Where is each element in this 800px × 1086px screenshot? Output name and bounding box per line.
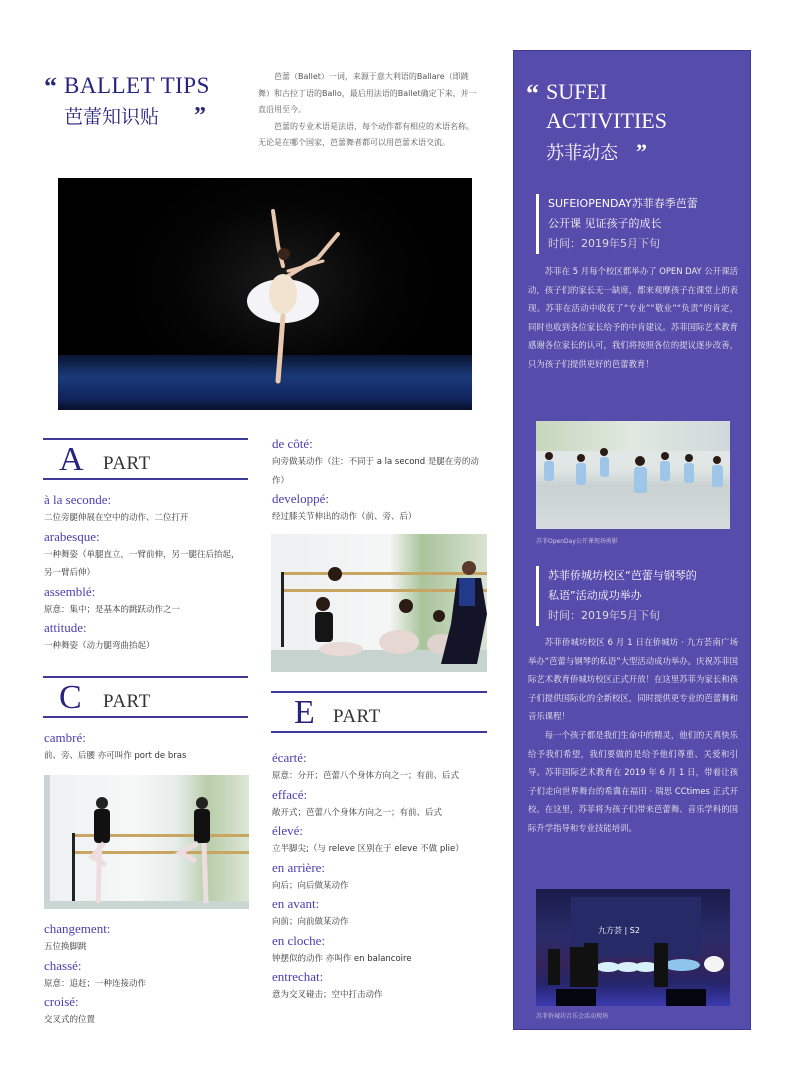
quote-close-icon: ” <box>194 103 206 129</box>
part-c-header <box>43 676 248 718</box>
term-label: en avant: <box>272 896 320 911</box>
quote-close-icon: ” <box>636 139 647 164</box>
part-a-terms <box>44 491 254 656</box>
term-definition: 经过膝关节伸出的动作（前、旁、后） <box>272 512 417 522</box>
term-definition: 向旁做某动作（注：不同于 a la second 是腿在旁的动作） <box>272 457 479 486</box>
term-label: assemblé: <box>44 583 96 599</box>
term-label: en arrière: <box>272 859 326 875</box>
term-label: effacé: <box>272 786 308 802</box>
children-dancers-icon <box>536 441 730 529</box>
quote-open-icon: “ <box>526 79 539 108</box>
news-1-title: 公开课 见证孩子的成长 <box>548 217 662 230</box>
part-a-letter: A <box>59 441 84 478</box>
class-seated-photo <box>271 534 487 672</box>
news-1-header <box>536 194 746 254</box>
openday-class-photo <box>536 421 730 529</box>
performers-group-icon <box>536 909 730 1006</box>
activities-title-line2: ACTIVITIES <box>546 108 667 133</box>
term-definition: 五位换脚跳 <box>44 942 87 952</box>
news-1-title: SUFEIOPENDAY苏菲春季芭蕾 <box>548 197 698 210</box>
quote-open-icon: “ <box>44 72 57 101</box>
term-definition: 原意：集中；是基本的跳跃动作之一 <box>44 604 181 615</box>
term-definition: 原意：分开；芭蕾八个身体方向之一；有前、后式 <box>272 771 460 781</box>
part-e-word: PART <box>333 706 381 727</box>
news-paragraph: 苏菲在 5 月每个校区都举办了 OPEN DAY 公开课活动，孩子们的家长无一缺席，都来观摩孩子在课堂上的表现。苏菲在活动中收获了“专业”“敬业”“负责”的肯定，同时也收到各位家长给予的中肯建议。苏菲国际艺术教育感谢各位家长的认可，我们将按照各位的提议逐步改善，只为孩子们提供更好的芭蕾教育！ <box>528 266 738 369</box>
term-label: élevé: <box>272 823 304 838</box>
intro-paragraph: 芭蕾（Ballet）一词，来源于意大利语的Ballare（即跳舞）和古拉丁语的Ballo，最后用法语的Ballet确定下来，并一直沿用至今。 <box>258 72 477 114</box>
news-2-body <box>528 633 738 838</box>
ballet-tips-heading <box>44 70 244 130</box>
part-c-term-cambre <box>44 729 254 766</box>
part-c-word: PART <box>103 691 151 712</box>
ballet-tips-title: BALLET TIPS <box>64 73 210 98</box>
term-label: en cloche: <box>272 932 326 948</box>
news-paragraph: 苏菲侨城坊校区 6 月 1 日在侨城坊 · 九方荟南广场举办“芭蕾与钢琴的私语”大型活动成功举办。庆祝苏菲国际艺术教育侨城坊校区正式开放！在这里苏菲为家长和孩子们提供国际化的全新校区，同时提供更专业的芭蕾舞和音乐课程！ <box>528 637 738 722</box>
term-definition: 向后；向后做某动作 <box>272 880 349 891</box>
students-figure-icon <box>301 554 487 672</box>
activities-title-line1: SUFEI <box>546 79 608 104</box>
term-label: de côté: <box>272 436 313 451</box>
ballet-tips-subtitle: 芭蕾知识贴 <box>64 106 160 128</box>
news-2-title: 苏菲侨城坊校区“芭蕾与钢琴的 <box>548 569 697 582</box>
activities-panel <box>513 50 751 1030</box>
news-2-header <box>536 566 746 626</box>
term-definition: 意为交叉碰击；空中打击动作 <box>272 990 383 1000</box>
news-1-time: 时间：2019年5月下旬 <box>548 237 660 250</box>
part-a-word: PART <box>103 453 151 474</box>
term-label: cambré: <box>44 730 86 745</box>
term-label: à la seconde: <box>44 492 112 507</box>
news-1-caption: 苏菲OpenDay公开课现场剪影 <box>536 538 618 545</box>
term-label: attitude: <box>44 620 87 635</box>
concert-stage-photo <box>536 889 730 1006</box>
intro-paragraph: 芭蕾的专业术语是法语，每个动作都有相应的术语名称。无论是在哪个国家，芭蕾舞者都可以用芭蕾术语交流。 <box>258 121 474 147</box>
term-definition: 敞开式；芭蕾八个身体方向之一；有前、后式 <box>272 807 443 818</box>
term-definition: 一种舞姿（单腿直立，一臂前伸，另一腿往后抬起，另一臂后伸） <box>44 549 240 578</box>
news-2-time: 时间：2019年5月下旬 <box>548 609 660 622</box>
term-definition: 立半脚尖;（与 releve 区别在于 eleve 不做 plie） <box>272 844 464 854</box>
activities-subtitle: 苏菲动态 <box>546 143 618 164</box>
term-label: changement: <box>44 921 111 936</box>
news-1-body <box>528 262 738 374</box>
part-e-terms <box>272 749 484 1005</box>
term-definition: 二位旁腿伸展在空中的动作、二位打开 <box>44 513 189 523</box>
term-label: developpé: <box>272 491 330 506</box>
term-definition: 一种舞姿（动力腿弯曲抬起） <box>44 641 155 651</box>
ballerina-hero-photo <box>58 178 472 410</box>
term-label: croisé: <box>44 994 79 1009</box>
part-e-letter: E <box>294 694 315 731</box>
term-label: entrechat: <box>272 969 324 984</box>
barre-practice-photo <box>44 775 249 909</box>
news-2-title: 私语”活动成功举办 <box>548 589 642 602</box>
part-d-terms <box>272 435 482 527</box>
term-definition: 向前；向前做某动作 <box>272 917 349 927</box>
ballerina-figure-icon <box>228 206 348 391</box>
part-a-header <box>43 438 248 480</box>
term-label: chassé: <box>44 957 82 973</box>
dancer-figure-icon <box>84 795 244 907</box>
svg-text:九方荟 | S2: 九方荟 | S2 <box>598 926 640 935</box>
part-e-header <box>271 691 487 733</box>
term-definition: 钟摆似的动作 亦叫作 en balancoire <box>272 953 412 964</box>
ballet-intro <box>258 69 480 152</box>
part-c-letter: C <box>59 679 82 716</box>
term-definition: 原意：追赶；一种连接动作 <box>44 978 147 989</box>
news-2-caption: 苏菲侨城坊音乐会活动现场 <box>536 1013 609 1020</box>
term-definition: 交叉式的位置 <box>44 1015 96 1025</box>
news-paragraph: 每一个孩子都是我们生命中的精灵，他们的天真快乐给予我们希望，我们要做的是给予他们尊重、关爱和引导。苏菲国际艺术教育在 2019 年 6 月 1 日，带着让孩子们走向世界舞台的希冀在福田 · 瑞思 CCtimes 正式开校。在这里，苏菲将为孩子们带来芭蕾舞、音乐学科的国际升学指导和专业技能培训。 <box>528 729 738 833</box>
term-definition: 前、旁、后腰 亦可叫作 port de bras <box>44 751 187 761</box>
term-label: arabesque: <box>44 528 100 544</box>
term-label: écarté: <box>272 750 307 765</box>
part-c-terms <box>44 920 254 1030</box>
